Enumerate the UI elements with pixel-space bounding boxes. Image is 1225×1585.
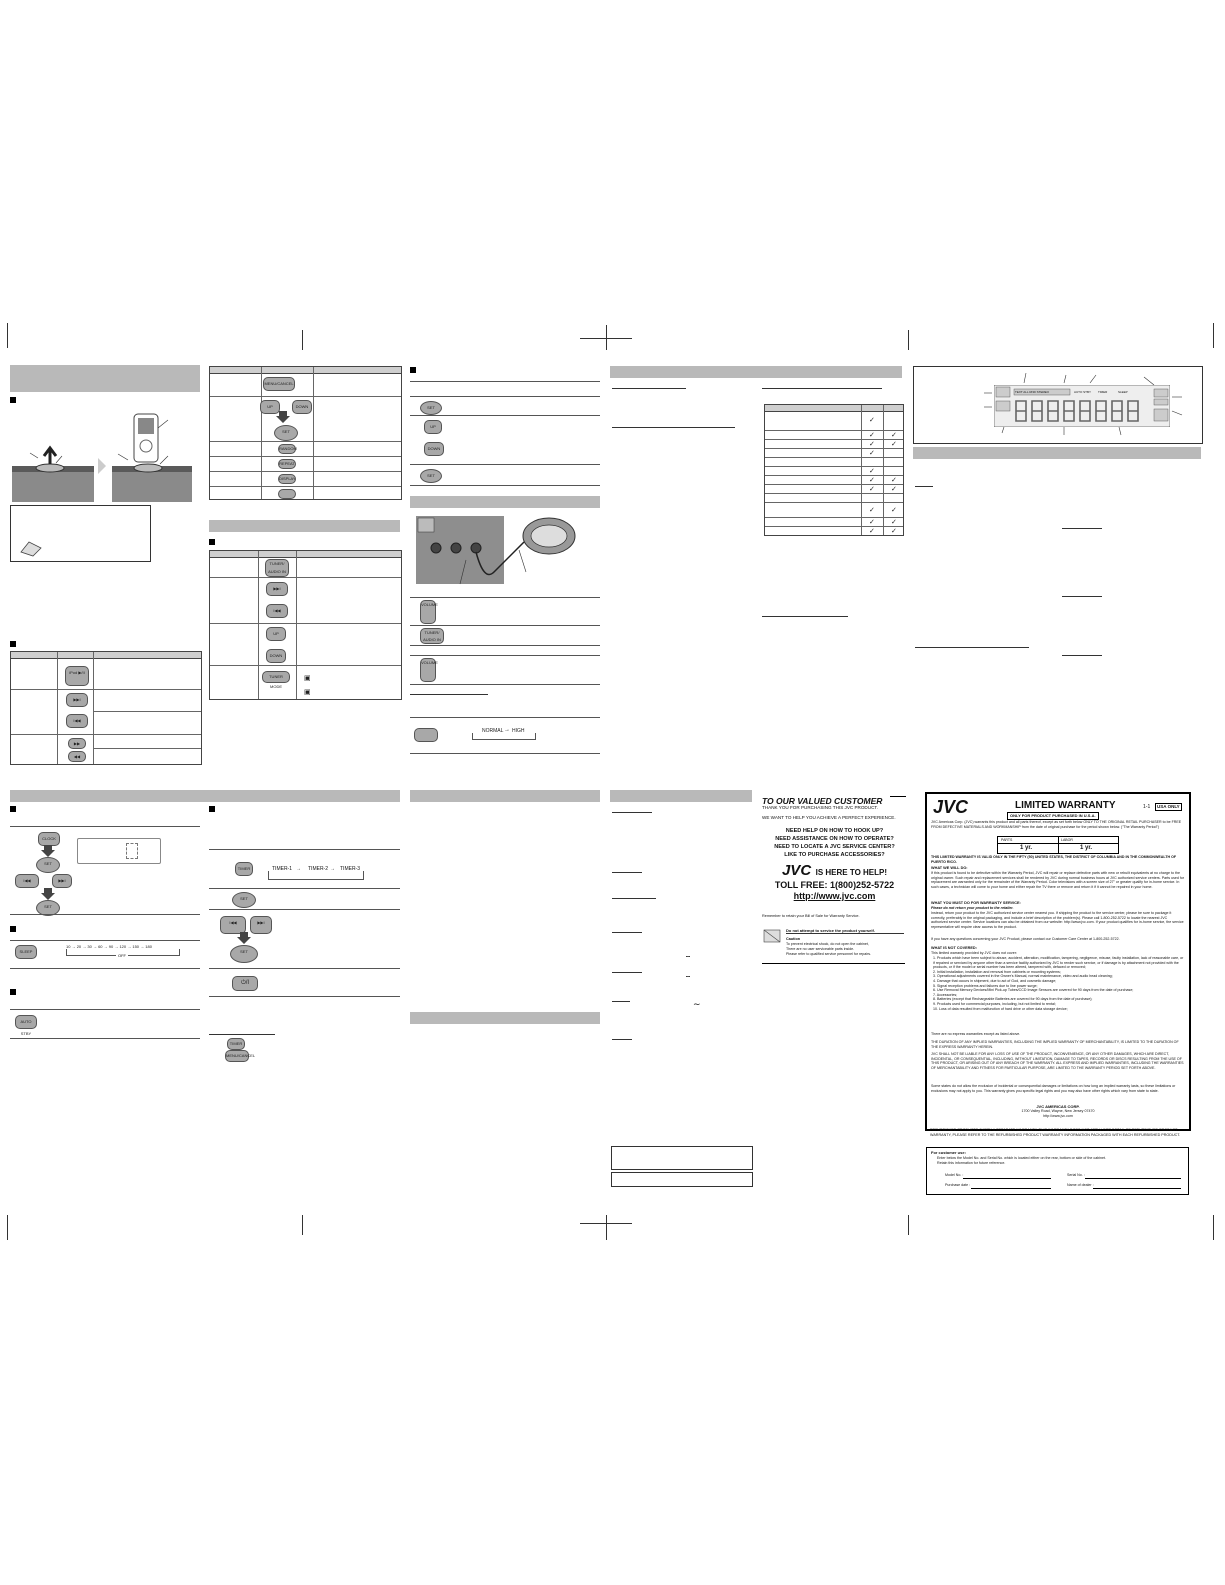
random-button[interactable]: RANDOM [278,444,296,454]
no-express-warranty: There are no express warranties except as listed above. [931,1032,1021,1036]
set-button-timer-2[interactable]: SET [230,945,258,963]
divider [410,396,600,397]
fwd-skip-button[interactable]: ▶▶I [66,693,88,707]
set-button-clock[interactable]: SET [36,857,60,873]
auto-standby-button[interactable]: AUTO STBY [15,1015,37,1029]
check-icon: ✓ [869,477,875,484]
labor-value: 1 yr. [1080,845,1093,851]
preset-down-button[interactable]: DOWN [266,649,286,663]
customer-heading [762,791,907,806]
caution-line-2: There are no user serviceable parts inside. [786,947,855,951]
customer-use-note-2: Retain this information for future reference. [937,1161,1006,1165]
audio-in-button[interactable]: TUNER/ AUDIO IN [420,628,444,644]
clock-button[interactable]: CLOCK [38,832,60,846]
menu-control-table [209,366,402,500]
purchase-date-field[interactable] [971,1188,1051,1189]
company-address: 1700 Valley Road, Wayne, New Jersey 07470 [1021,1109,1095,1113]
sound-mode-sequence [470,728,540,740]
arrow-icon: → [296,866,301,872]
sleep-step: 60 [98,944,103,949]
clock-display [77,838,161,864]
mono-indicator: ▣ [304,675,311,682]
ff-button[interactable]: ▶▶ [68,738,86,749]
jvc-help-line [762,862,907,881]
check-icon: ✓ [891,528,897,535]
subheading-underline [762,388,882,389]
check-icon: ✓ [869,468,875,475]
tuning-rew-button[interactable]: I◀◀ [266,604,288,618]
divider [410,645,600,646]
up-button[interactable]: UP [260,400,280,414]
subheading-underline [612,812,652,813]
liability-limit: JVC SHALL NOT BE LIABLE FOR ANY LOSS OF USE OF THE PRODUCT, INCONVENIENCE, OR ANY OTHER DAMAGES, WHICH ARE DIRECT, INCIDENTAL, OR CONSEQUENTIAL, INCLUDING, WITHOUT LIMITATION, DAMAGE TO TAPES, RECORDS OR DISCS RESULTING FROM THE USE OF THIS PRODUCT, OR ARISING OUT OF ANY BREACH OF THE WARRANTY. ALL EXPRESS AND IMPLIED WARRANTIES, INCLUDING THE WARRANTIES OF MERCHANTABILITY AND FITNESS FOR PARTICULAR PURPOSE, ARE LIMITED TO THE WARRANTY PERIOD SET FORTH ABOVE. [931,1052,1184,1070]
sleep-sequence: 10 → 20 → 30 → 60 → 90 → 120 → 150 → 180 OFF [66,944,182,962]
not-covered-item: 2. Initial installation, installation and removal from cabinets or mounting systems; [933,969,1061,974]
section-header-bar [10,365,200,392]
crop-mark [7,323,8,348]
divider [10,1038,200,1039]
display-label-sleep: SLEEP [1118,390,1128,394]
state-rights: Some states do not allow the exclusion of incidental or consequential damages or limitations on how long an implied warranty lasts, so these limitations or exclusions may not apply to you. This warranty gives you specific legal rights and you may also have other rights which vary from state to state. [931,1084,1176,1093]
caution-label: Caution [786,937,801,941]
customer-questions [762,827,907,859]
section-header-bar [410,1012,600,1024]
jvc-logo: JVC [781,862,812,879]
we-will-do-heading: WHAT WE WILL DO: [931,866,968,870]
divider [209,909,400,910]
set-button-clock-2[interactable]: SET [36,900,60,916]
check-icon: ✓ [891,441,897,448]
crop-mark [7,1215,8,1240]
sleep-step: 150 [132,944,140,949]
subheading-underline [762,616,848,617]
arrow-icon: → [330,866,335,872]
minute-button[interactable]: ▶▶I [52,874,72,888]
subheading-underline [1062,528,1102,529]
sound-mode-normal: NORMAL [482,728,504,734]
section-marker [209,539,215,545]
tuner-audio-in-button[interactable]: TUNER/ AUDIO IN [265,559,289,577]
subheading-underline [1062,596,1102,597]
check-icon: ✓ [891,507,897,514]
caution-line-1: To prevent electrical shock, do not open the cabinet, [786,942,869,946]
rew-skip-button[interactable]: I◀◀ [66,714,88,728]
audio-in-illustration [414,512,594,594]
crop-mark [1213,323,1214,348]
crop-mark [580,338,632,339]
sleep-step: 90 [108,944,114,949]
timer-button[interactable]: TIMER [235,862,253,876]
divider [410,381,600,382]
divider [410,625,600,626]
customer-use-heading: For customer use: [931,1150,966,1155]
dock-illustration [10,408,200,504]
arrow-icon: → [504,727,510,733]
ac-symbol-icon: ∼ [693,999,701,1009]
subheading-underline [612,388,686,389]
purchase-date-label: Purchase date : [945,1183,971,1187]
subheading-underline [612,872,642,873]
you-must-do-text: Instead, return your product to the JVC authorized service center nearest you. If shipping the product to the service center, please be sure to package it correctly, preferably in the original packaging, and include a brief description of the problem(s). Please call 1-800-252-5722 to locate the nearest JVC authorized service center. Service locations can also be obtained from our website: http://www.jvc.com. If your product qualifies for in-home service, the service representative will require clear access to the product. [931,911,1184,929]
warranty-subtitle: ONLY FOR PRODUCT PURCHASED IN U.S.A. [1007,812,1099,820]
usa-only-badge: USA ONLY [1157,804,1180,809]
power-button[interactable]: ⏻/I [232,976,258,991]
divider [410,597,600,598]
section-header-bar [410,790,600,802]
section-header-bar [10,790,400,802]
subheading-underline [915,486,933,487]
tuner-control-table [209,550,402,700]
subheading-underline [915,647,1029,648]
check-icon: ✓ [869,450,875,457]
subheading-underline [1062,655,1102,656]
you-must-do-note: Please do not return your product to the retailer. [931,906,1014,910]
repeat-button[interactable]: REPEAT [278,459,296,469]
not-covered-item: 1. Products which have been subject to abuse, accident, alteration, modification, tampering, negligence, misuse, faulty installation, lack of reasonable care, or if repaired or serviced by anyone other than a service facility authorized by JVC to render such service, or if damage is by attachment not provided with the products, or if the model or serial number has been altered, tampered with, defaced or removed; [933,956,1184,970]
check-icon: ✓ [891,477,897,484]
check-icon: ✓ [891,486,897,493]
do-not-service: Do not attempt to service the product yourself. [786,928,875,933]
not-covered-item: 7. Accessories; [933,992,958,997]
section-marker [10,397,16,403]
check-icon: ✓ [869,417,875,424]
warranty-title: LIMITED WARRANTY [1015,800,1116,811]
notice-box [611,1146,753,1170]
divider [10,914,200,915]
warranty-intro: JVC Americas Corp. (JVC) warrants this product and all parts thereof, except as set forth below ONLY TO THE ORIGINAL RETAIL PURCHASER to be FREE FROM DEFECTIVE MATERIALS AND WORKMANSHIP from the date of original purchase for the period shown below. ("The Warranty Period") [931,820,1182,829]
dealer-label: Name of dealer : [1067,1183,1094,1187]
dc-symbol-icon: ⎓ [686,954,690,960]
check-icon: ✓ [891,432,897,439]
section-header-bar [410,496,600,508]
section-header-bar [913,447,1201,459]
divider [10,1009,200,1010]
timer-step: TIMER-1 [272,866,292,872]
set-button-step1[interactable]: SET [420,401,442,415]
display-window-box [913,366,1203,444]
crop-mark [302,330,303,350]
check-icon: ✓ [869,507,875,514]
fr-button[interactable]: ◀◀ [68,751,86,762]
divider [762,963,905,964]
divider [209,849,400,850]
jvc-website-link[interactable]: http://www.jvc.com [793,891,876,901]
model-no-label: Model No. : [945,1173,964,1177]
section-marker [10,641,16,647]
not-covered-item: 10. Loss of data resulted from malfunction of hard drive or other data storage device; [933,1006,1068,1011]
sleep-step: 120 [119,944,127,949]
here-to-help: IS HERE TO HELP! [815,868,888,877]
not-covered-item: 6. Use Removal Memory Devices/Mini Pick-up Tubes/CCD Image Sensors are covered for 90 days from the date of purchase; [933,988,1134,993]
customer-use-box [926,1147,1189,1195]
section-marker [10,806,16,812]
sleep-step: 180 [145,944,152,949]
divider [10,940,200,941]
check-icon: ✓ [869,519,875,526]
divider [10,826,200,827]
display-label-timer: TIMER [1098,390,1108,394]
crop-mark [908,1215,909,1235]
section-marker [410,367,416,373]
customer-help: WE WANT TO HELP YOU ACHIEVE A PERFECT EXPERIENCE. [762,815,896,820]
sound-mode-button[interactable] [414,728,438,742]
timer-step: TIMER-3 [340,866,360,872]
warranty-period-table [997,836,1119,854]
parts-value: 1 yr. [1020,845,1033,851]
down-button[interactable]: DOWN [292,400,312,414]
preset-up-button[interactable]: UP [266,627,286,641]
subheading-underline [209,1034,275,1035]
section-header-bar [610,366,902,378]
sound-mode-high: HIGH [512,728,525,734]
check-icon: ✓ [891,519,897,526]
question-operate: NEED ASSISTANCE ON HOW TO OPERATE? [775,836,894,842]
model-no-field[interactable] [963,1178,1051,1179]
not-covered-item: 9. Products used for commercial purposes, including, but not limited to rental; [933,1001,1056,1006]
divider [209,996,400,997]
we-will-do-text: If this product is found to be defective within the Warranty Period, JVC will repair or replace defective parts with new or rebuilt equivalents at no charge to the original owner. Such repair and replacement services shall be rendered by JVC during normal business hours at JVC authorized service centers. Parts used for replacement are warranted only for the remainder of the Warranty Period. Color televisions with a screen size of 27" or greater qualify for in-home service. In such cases, a technician will come to your home and either repair the TV there or remove and return it if it cannot be repaired in your home. [931,871,1185,889]
timer-fwd-button[interactable]: ▶▶I [250,916,272,934]
not-covered-item: 4. Damage that occurs in shipment, due to act of God, and cosmetic damage; [933,978,1057,983]
crop-mark [908,330,909,350]
dealer-field[interactable] [1093,1188,1181,1189]
ipod-play-pause-button[interactable]: iPod ▶/II [65,666,89,686]
not-covered-list [933,956,1185,1011]
set-button-step3[interactable]: SET [420,469,442,483]
compatibility-table [764,404,904,536]
tuning-fwd-button[interactable]: ▶▶I [266,582,288,596]
crop-mark [580,1223,632,1224]
refurbished-note: REFURBISHED PRODUCTS CARRY A SEPARATE WARRANTY. THIS WARRANTY DOES NOT APPLY. FOR DETAIL OF REFURBISHED PRODUCT WARRANTY, PLEASE REFER TO THE REFURBISHED PRODUCT WARRANTY INFORMATION PACKAGED WITH EACH REFURBISHED PRODUCT. [930,1128,1181,1137]
divider [410,485,600,486]
question-service: NEED TO LOCATE A JVC SERVICE CENTER? [774,844,895,850]
customer-use-note-1: Enter below the Model No. and Serial No. which is located either on the rear, bottom or side of the cabinet. [937,1156,1107,1160]
not-covered-intro: This limited warranty provided by JVC does not cover: [931,951,1017,955]
subheading-underline [612,1001,630,1002]
not-covered-heading: WHAT IS NOT COVERED: [931,946,977,950]
timer-rew-button[interactable]: I◀◀ [220,916,246,934]
divider [10,968,200,969]
crop-mark [606,1215,607,1240]
set-button-timer[interactable]: SET [232,892,256,908]
notice-box-2 [611,1172,753,1187]
question-accessories: LIKE TO PURCHASE ACCESSORIES? [784,852,885,858]
volume-button[interactable]: VOLUME [420,600,436,624]
section-header-bar [610,790,752,802]
customer-heading-text: TO OUR VALUED CUSTOMER [762,796,883,806]
divider [410,415,600,416]
divider [410,655,600,656]
dc-symbol-icon: ⎓ [686,974,690,980]
customer-care-contact: If you have any questions concerning your JVC Product, please contact our Customer Care Center at 1-800-252-5722. [931,937,1120,941]
divider [209,888,400,889]
up-button-step2[interactable]: UP [424,420,442,434]
serial-no-field[interactable] [1085,1178,1181,1179]
warranty-box [925,792,1191,1131]
display-label-autostby: AUTO STBY [1074,390,1091,394]
caution-line-3: Please refer to qualified service personnel for repairs. [786,952,872,956]
company-name: JVC AMERICAS CORP. [1036,1104,1080,1109]
check-icon: ✓ [869,441,875,448]
crop-mark [1213,1215,1214,1240]
timer-sequence [268,866,364,882]
volume-button-2[interactable]: VOLUME [420,658,436,682]
section-marker [10,989,16,995]
subheading-underline [612,1039,632,1040]
down-button-step2[interactable]: DOWN [424,442,444,456]
sleep-off: OFF [118,953,126,958]
check-icon: ✓ [869,432,875,439]
implied-warranty: THE DURATION OF ANY IMPLIED WARRANTIES, INCLUDING THE IMPLIED WARRANTY OF MERCHANTABILITY, IS LIMITED TO THE DURATION OF THE EXPRESS WARRANTY HEREIN. [931,1040,1179,1049]
serial-no-label: Serial No. : [1067,1173,1085,1177]
note-box [10,505,151,562]
sleep-step: 30 [87,944,92,949]
warranty-code: 1-1 [1143,804,1151,810]
not-covered-item: 5. Signal reception problems and failures due to line power surge; [933,983,1038,988]
subheading-underline [410,694,488,695]
retain-bill-note: Remember to retain your Bill of Sale for Warranty Service. [762,914,860,918]
divider [209,968,400,969]
customer-thanks: THANK YOU FOR PURCHASING THIS JVC PRODUCT. [762,805,878,810]
toll-free-number: TOLL FREE: 1(800)252-5722 [774,880,895,890]
divider [410,717,600,718]
sleep-step: 10 [66,944,71,949]
sleep-step: 20 [76,944,82,949]
company-web: http://www.jvc.com [1043,1114,1073,1118]
tuner-mode-button[interactable]: TUNER MODE [262,671,290,683]
section-marker [209,806,215,812]
section-header-bar [209,520,400,532]
sleep-button[interactable]: SLEEP [15,945,37,959]
timer-step: TIMER-2 [308,866,328,872]
subheading-underline [612,898,656,899]
parts-label: PARTS [1001,838,1013,842]
subheading-underline [612,972,642,973]
question-hookup: NEED HELP ON HOW TO HOOK UP? [785,828,884,834]
you-must-do-heading: WHAT YOU MUST DO FOR WARRANTY SERVICE: [931,901,1021,905]
ipod-control-table [10,651,202,765]
set-button[interactable]: SET [274,425,298,441]
display-button[interactable]: DISPLAY [278,474,296,484]
hour-button[interactable]: I◀◀ [15,874,39,888]
subheading-underline [612,427,735,428]
extra-button[interactable] [278,489,296,499]
divider [410,464,600,465]
display-label-text: TEXT ALL RND STEREO [1015,390,1050,394]
crop-mark [302,1215,303,1235]
divider [410,753,600,754]
section-marker [10,926,16,932]
divider [410,684,600,685]
menu-cancel-button[interactable]: MENU/CANCEL [263,377,295,391]
jvc-warranty-logo: JVC [933,797,969,817]
check-icon: ✓ [869,486,875,493]
timer-button-2[interactable]: TIMER [227,1038,245,1050]
menu-cancel-button-2[interactable]: MENU/CANCEL [225,1050,249,1062]
stereo-indicator: ▣ [304,689,311,696]
check-icon: ✓ [869,528,875,535]
labor-label: LABOR [1061,838,1073,842]
not-covered-item: 8. Batteries (except that Rechargeable Batteries are covered for 90 days from the date of purchase); [933,997,1093,1002]
not-covered-item: 3. Operational adjustments covered in the Owner's Manual, normal maintenance, video and audio head cleaning; [933,974,1113,979]
subheading-underline [612,932,642,933]
warranty-valid: THIS LIMITED WARRANTY IS VALID ONLY IN THE FIFTY (50) UNITED STATES, THE DISTRICT OF COLUMBIA AND IN THE COMMONWEALTH OF PUERTO RICO. [931,855,1177,864]
